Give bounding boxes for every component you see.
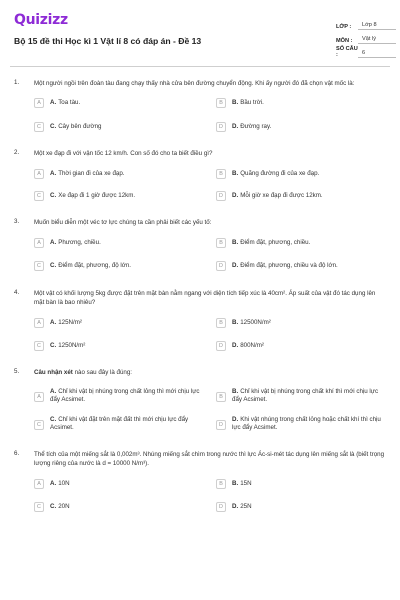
option-text: Mỗi giờ xe đạp đi được 12km. <box>240 192 323 199</box>
option-key: D. <box>232 262 239 269</box>
option-key: C. <box>50 503 57 510</box>
header-divider <box>10 66 390 67</box>
option-letter-box: D <box>216 341 226 351</box>
option-d[interactable] <box>216 262 380 276</box>
option-text: 800N/m² <box>240 342 264 349</box>
option-key: C. <box>50 192 57 199</box>
option-text: Xe đạp đi 1 giờ được 12km. <box>58 192 136 199</box>
question-text: Một xe đạp đi với vận tốc 12 km/h. Con số đó cho ta biết điều gì? <box>34 150 213 157</box>
option-b[interactable] <box>216 319 380 333</box>
option-text: Bầu trời. <box>240 99 264 106</box>
option-text: 20N <box>58 503 70 510</box>
option-key: A. <box>50 239 57 246</box>
question-number: 2. <box>14 149 20 156</box>
option-letter-box: C <box>34 341 44 351</box>
question-text <box>34 368 386 377</box>
meta-value: 6 <box>358 50 396 58</box>
option-key: C. <box>50 262 57 269</box>
option-text: Quãng đường đi của xe đạp. <box>240 170 320 177</box>
option-text: Điểm đặt, phương, chiều và độ lớn. <box>240 262 338 269</box>
meta-row-count <box>336 44 396 58</box>
option-key: C. <box>50 123 57 130</box>
option-text: Đường ray. <box>240 123 272 130</box>
option-letter-box: B <box>216 98 226 108</box>
option-a[interactable] <box>34 319 198 333</box>
option-letter-box: A <box>34 318 44 328</box>
option-text: 25N <box>240 503 252 510</box>
option-key: B. <box>232 99 239 106</box>
meta-value: Lớp 8 <box>358 22 396 30</box>
option-d[interactable] <box>216 503 380 517</box>
option-b[interactable] <box>216 480 380 494</box>
option-text <box>50 388 200 404</box>
option-a[interactable] <box>34 239 198 253</box>
option-text-body: Chỉ khi vật bị nhúng trong chất lỏng thì mới chịu lực đẩy Acsimet. <box>50 388 200 403</box>
option-letter-box: C <box>34 261 44 271</box>
option-letter-box: B <box>216 392 226 402</box>
option-key: A. <box>50 480 57 487</box>
meta-value: Vật lý <box>358 36 396 44</box>
option-a[interactable] <box>34 480 198 494</box>
meta-label: MÔN : <box>336 38 353 44</box>
option-key: A. <box>50 319 57 326</box>
option-letter-box: D <box>216 420 226 430</box>
option-key: B. <box>232 170 239 177</box>
option-text: 10N <box>58 480 70 487</box>
option-a[interactable] <box>34 388 200 410</box>
option-key: D. <box>232 342 239 349</box>
option-b[interactable] <box>216 170 380 184</box>
question-text: Muốn biểu diễn một véc tơ lực chúng ta cần phải biết các yếu tố: <box>34 219 212 226</box>
option-text-body: Chỉ khi vật đặt trên mặt đất thì mới chịu lực đẩy Acsimet. <box>50 416 189 431</box>
option-d[interactable] <box>216 192 380 206</box>
option-c[interactable] <box>34 342 198 356</box>
option-c[interactable] <box>34 123 198 137</box>
option-text: Cây bên đường <box>58 123 102 130</box>
option-key: B. <box>232 319 239 326</box>
option-text-body: Khi vật nhúng trong chất lỏng hoặc chất khí thì chịu lực đẩy Acsimet. <box>232 416 381 431</box>
option-d[interactable] <box>216 342 380 356</box>
option-letter-box: C <box>34 191 44 201</box>
option-text <box>232 388 382 404</box>
option-key: D. <box>232 503 239 510</box>
option-letter-box: B <box>216 479 226 489</box>
option-key: C. <box>50 342 57 349</box>
option-letter-box: B <box>216 318 226 328</box>
option-key: A. <box>50 99 57 106</box>
option-key: D. <box>232 123 239 130</box>
question-number: 5. <box>14 368 20 375</box>
question-text-bold: Câu nhận xét <box>34 369 73 376</box>
option-text: Toa tàu. <box>58 99 81 106</box>
option-text: Thời gian đi của xe đạp. <box>58 170 125 177</box>
option-letter-box: C <box>34 122 44 132</box>
question-text: Một người ngồi trên đoàn tàu đang chạy thấy nhà cửa bên đường chuyển động. Khi ấy người đó đã chọn vật mốc là: <box>34 80 355 87</box>
option-text: 15N <box>240 480 252 487</box>
question-text: Một vật có khối lượng 5kg được đặt trên mặt bàn nằm ngang với diện tích tiếp xúc là 40cm². Áp suất của vật đó tác dụng lên mặt bàn là bao nhiêu? <box>34 290 376 306</box>
meta-panel <box>336 16 396 58</box>
option-key: B. <box>232 388 239 395</box>
option-a[interactable] <box>34 170 198 184</box>
question-number: 3. <box>14 218 20 225</box>
option-letter-box: A <box>34 238 44 248</box>
question-number: 6. <box>14 450 20 457</box>
option-d[interactable] <box>216 416 382 438</box>
option-c[interactable] <box>34 416 200 438</box>
option-key: A. <box>50 170 57 177</box>
option-letter-box: C <box>34 502 44 512</box>
question-number: 1. <box>14 79 20 86</box>
option-text <box>50 416 200 432</box>
option-c[interactable] <box>34 192 198 206</box>
option-text-body: Chỉ khi vật bị nhúng trong chất khí thì mới chịu lực đẩy Acsimet. <box>232 388 379 403</box>
option-c[interactable] <box>34 262 198 276</box>
page-title: Bộ 15 đề thi Học kì 1 Vật lí 8 có đáp án - Đề 13 <box>14 36 202 46</box>
option-key: D. <box>232 192 239 199</box>
meta-label: SỐ CÂU : <box>336 46 358 58</box>
option-b[interactable] <box>216 239 380 253</box>
question-number: 4. <box>14 289 20 296</box>
option-letter-box: C <box>34 420 44 430</box>
option-c[interactable] <box>34 503 198 517</box>
option-letter-box: D <box>216 191 226 201</box>
option-text: Điểm đặt, phương, chiều. <box>240 239 311 246</box>
option-a[interactable] <box>34 99 198 113</box>
option-b[interactable] <box>216 99 380 113</box>
question-text: Thể tích của một miếng sắt là 0,002m³. Nhúng miếng sắt chìm trong nước thì lực Ác-si-mét tác dụng lên miếng sắt là (biết trọng lượng riêng của nước là d = 10000 N/m³). <box>34 451 385 467</box>
question-text-rest: nào sau đây là đúng: <box>72 369 133 376</box>
option-d[interactable] <box>216 123 380 137</box>
meta-row-class <box>336 16 396 30</box>
option-letter-box: A <box>34 169 44 179</box>
option-key: C. <box>50 416 57 423</box>
option-text: 1250N/m² <box>58 342 86 349</box>
option-text <box>232 416 382 432</box>
option-key: B. <box>232 239 239 246</box>
option-text: 125N/m² <box>58 319 82 326</box>
option-key: B. <box>232 480 239 487</box>
option-letter-box: A <box>34 479 44 489</box>
option-letter-box: A <box>34 98 44 108</box>
option-key: D. <box>232 416 239 423</box>
meta-row-subject <box>336 30 396 44</box>
option-letter-box: B <box>216 169 226 179</box>
option-letter-box: D <box>216 261 226 271</box>
option-letter-box: B <box>216 238 226 248</box>
page-header <box>14 12 388 60</box>
option-b[interactable] <box>216 388 382 410</box>
option-letter-box: D <box>216 502 226 512</box>
option-text: Điểm đặt, phương, độ lớn. <box>58 262 131 269</box>
option-key: A. <box>50 388 57 395</box>
quizizz-logo: Quizizz <box>14 12 68 28</box>
option-text: Phương, chiều. <box>58 239 101 246</box>
meta-label: LỚP : <box>336 24 352 30</box>
option-letter-box: A <box>34 392 44 402</box>
option-text: 12500N/m² <box>240 319 271 326</box>
option-letter-box: D <box>216 122 226 132</box>
